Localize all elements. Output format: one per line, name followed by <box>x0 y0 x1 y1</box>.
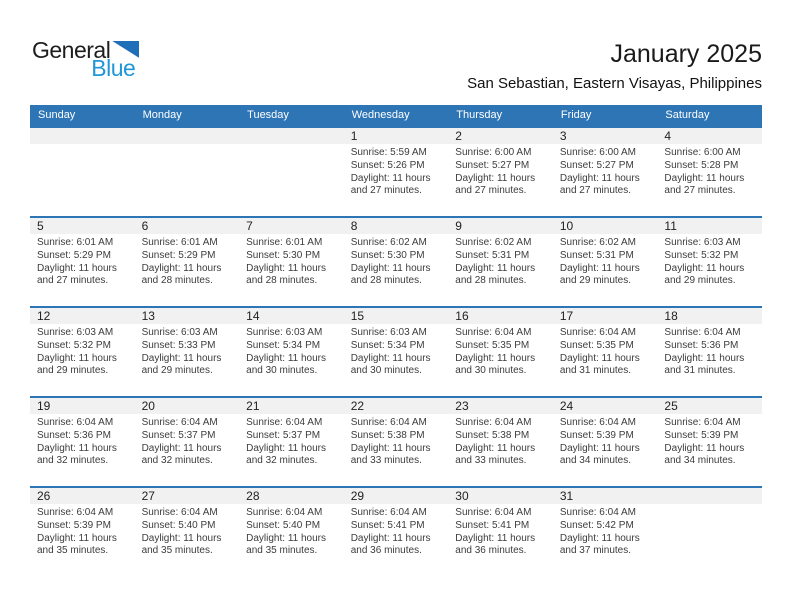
logo-text-blue: Blue <box>91 55 136 81</box>
sun-info-line: and 27 minutes. <box>350 185 422 197</box>
sun-info <box>135 144 240 147</box>
sun-info-line: Sunset: 5:36 PM <box>664 339 739 351</box>
sun-info-line: Sunset: 5:32 PM <box>664 249 739 261</box>
sun-info-line: and 35 minutes. <box>246 545 318 557</box>
sun-info-line: Daylight: 11 hours <box>559 262 640 274</box>
sun-info-line: Sunrise: 6:00 AM <box>455 147 532 158</box>
sun-info-line: Sunrise: 6:04 AM <box>37 417 114 428</box>
day-cell-14 <box>239 308 344 396</box>
sun-info-line: and 30 minutes. <box>246 365 318 377</box>
week-row <box>30 306 762 396</box>
day-number: 10 <box>553 218 658 234</box>
sun-info-line: Sunset: 5:41 PM <box>350 519 425 531</box>
day-cell-28 <box>239 488 344 576</box>
day-cell-6 <box>135 218 240 306</box>
day-number: 9 <box>448 218 553 234</box>
sun-info-line: and 29 minutes. <box>559 275 632 287</box>
sun-info-line: Daylight: 11 hours <box>664 172 745 184</box>
day-number: 13 <box>135 308 240 324</box>
sun-info <box>135 414 240 468</box>
sun-info-line: Sunrise: 6:04 AM <box>559 507 636 518</box>
sun-info <box>344 414 449 468</box>
sun-info-line: Sunrise: 6:04 AM <box>246 417 323 428</box>
sun-info <box>448 144 553 198</box>
sun-info-line: Sunset: 5:38 PM <box>455 429 530 441</box>
day-cell-11 <box>657 218 762 306</box>
calendar-weeks <box>30 126 762 576</box>
sun-info-line: Sunset: 5:41 PM <box>455 519 530 531</box>
sun-info-line: Sunrise: 6:03 AM <box>664 237 741 248</box>
sun-info-line: Daylight: 11 hours <box>350 532 431 544</box>
day-cell-9 <box>448 218 553 306</box>
sun-info-line: Sunrise: 6:03 AM <box>350 327 427 338</box>
sun-info-line: and 31 minutes. <box>664 365 736 377</box>
sun-info <box>553 414 658 468</box>
sun-info-line: Sunset: 5:28 PM <box>664 159 739 171</box>
sun-info-line: Daylight: 11 hours <box>37 532 117 544</box>
day-cell-12 <box>30 308 135 396</box>
sun-info-line: Sunrise: 6:04 AM <box>455 417 532 428</box>
sun-info-line: and 36 minutes. <box>455 545 527 557</box>
sun-info-line: and 28 minutes. <box>455 275 527 287</box>
sun-info-line: and 28 minutes. <box>246 275 318 287</box>
sun-info <box>135 504 240 558</box>
sun-info-line: Daylight: 11 hours <box>141 532 222 544</box>
sun-info-line: and 34 minutes. <box>664 455 736 467</box>
sun-info-line: Sunrise: 6:04 AM <box>246 507 323 518</box>
sun-info-line: Sunrise: 6:04 AM <box>141 507 218 518</box>
day-header-friday: Friday <box>560 109 592 121</box>
day-cell-19 <box>30 398 135 486</box>
sun-info-line: and 31 minutes. <box>559 365 632 377</box>
sun-info-line: and 35 minutes. <box>37 545 109 557</box>
sun-info-line: Daylight: 11 hours <box>559 442 640 454</box>
sun-info-line: Sunset: 5:31 PM <box>455 249 530 261</box>
sun-info <box>239 414 344 468</box>
sun-info-line: Sunset: 5:34 PM <box>350 339 425 351</box>
sun-info-line: Daylight: 11 hours <box>664 442 745 454</box>
sun-info-line: Daylight: 11 hours <box>455 352 536 364</box>
day-cell-empty <box>657 488 762 576</box>
day-header-thursday: Thursday <box>456 109 503 121</box>
sun-info-line: Daylight: 11 hours <box>455 172 536 184</box>
sun-info-line: Sunset: 5:40 PM <box>141 519 216 531</box>
sun-info-line: Sunset: 5:33 PM <box>141 339 216 351</box>
day-cell-13 <box>135 308 240 396</box>
sun-info-line: Sunset: 5:40 PM <box>246 519 321 531</box>
sun-info <box>30 144 135 147</box>
day-cell-empty <box>135 128 240 216</box>
page-subtitle: San Sebastian, Eastern Visayas, Philippines <box>467 75 762 92</box>
day-number: 11 <box>657 218 762 234</box>
day-number: 12 <box>30 308 135 324</box>
sun-info <box>239 504 344 558</box>
sun-info-line: and 33 minutes. <box>455 455 527 467</box>
sun-info-line: Sunrise: 6:00 AM <box>664 147 741 158</box>
day-number: 31 <box>553 488 658 504</box>
day-number <box>30 128 135 144</box>
sun-info-line: Sunrise: 5:59 AM <box>350 147 427 158</box>
sun-info <box>239 234 344 288</box>
sun-info-line: Sunset: 5:37 PM <box>141 429 216 441</box>
sun-info-line: Daylight: 11 hours <box>664 262 745 274</box>
sun-info-line: Sunset: 5:26 PM <box>350 159 425 171</box>
sun-info-line: Sunrise: 6:00 AM <box>559 147 636 158</box>
day-cell-25 <box>657 398 762 486</box>
sun-info-line: Sunset: 5:38 PM <box>350 429 425 441</box>
day-cell-10 <box>553 218 658 306</box>
sun-info-line: Sunset: 5:39 PM <box>664 429 739 441</box>
day-number: 22 <box>344 398 449 414</box>
sun-info <box>657 144 762 198</box>
sun-info-line: Daylight: 11 hours <box>141 442 222 454</box>
day-cell-16 <box>448 308 553 396</box>
day-cell-empty <box>239 128 344 216</box>
sun-info <box>448 414 553 468</box>
sun-info-line: Daylight: 11 hours <box>350 352 431 364</box>
day-number: 30 <box>448 488 553 504</box>
week-row <box>30 216 762 306</box>
sun-info-line: and 30 minutes. <box>350 365 422 377</box>
sun-info-line: and 27 minutes. <box>559 185 632 197</box>
sun-info <box>344 504 449 558</box>
sun-info-line: and 35 minutes. <box>141 545 213 557</box>
sun-info <box>239 324 344 378</box>
sun-info-line: Daylight: 11 hours <box>559 352 640 364</box>
sun-info <box>553 504 658 558</box>
sun-info-line: and 29 minutes. <box>664 275 736 287</box>
sun-info <box>657 324 762 378</box>
day-cell-17 <box>553 308 658 396</box>
day-cell-21 <box>239 398 344 486</box>
sun-info <box>448 324 553 378</box>
sun-info-line: Sunrise: 6:04 AM <box>664 327 741 338</box>
sun-info-line: Sunset: 5:34 PM <box>246 339 321 351</box>
sun-info-line: Sunset: 5:30 PM <box>350 249 425 261</box>
sun-info <box>657 234 762 288</box>
day-number: 29 <box>344 488 449 504</box>
sun-info-line: Sunset: 5:29 PM <box>37 249 111 261</box>
sun-info-line: Sunrise: 6:04 AM <box>559 327 636 338</box>
day-number <box>657 488 762 504</box>
sun-info <box>657 414 762 468</box>
sun-info-line: Sunrise: 6:04 AM <box>350 417 427 428</box>
day-cell-24 <box>553 398 658 486</box>
day-cell-20 <box>135 398 240 486</box>
sun-info-line: Sunrise: 6:04 AM <box>141 417 218 428</box>
day-header-tuesday: Tuesday <box>247 109 289 121</box>
day-number: 8 <box>344 218 449 234</box>
sun-info <box>30 324 135 378</box>
sun-info-line: Sunrise: 6:04 AM <box>664 417 741 428</box>
sun-info <box>553 234 658 288</box>
logo-text-general: General <box>32 37 111 63</box>
sun-info-line: and 29 minutes. <box>141 365 213 377</box>
day-number: 20 <box>135 398 240 414</box>
sun-info-line: Daylight: 11 hours <box>141 352 222 364</box>
day-number: 28 <box>239 488 344 504</box>
sun-info-line: Sunset: 5:37 PM <box>246 429 321 441</box>
day-cell-18 <box>657 308 762 396</box>
sun-info-line: Sunrise: 6:01 AM <box>246 237 323 248</box>
sun-info-line: and 32 minutes. <box>246 455 318 467</box>
sun-info-line: Sunrise: 6:04 AM <box>559 417 636 428</box>
sun-info <box>30 234 135 288</box>
day-number: 3 <box>553 128 658 144</box>
sun-info <box>239 144 344 147</box>
sun-info-line: Daylight: 11 hours <box>664 352 745 364</box>
sun-info-line: and 29 minutes. <box>37 365 109 377</box>
day-number: 17 <box>553 308 658 324</box>
calendar-table <box>30 105 762 576</box>
day-number: 1 <box>344 128 449 144</box>
day-number: 5 <box>30 218 135 234</box>
sun-info-line: Sunrise: 6:02 AM <box>455 237 532 248</box>
day-cell-2 <box>448 128 553 216</box>
sun-info-line: Sunrise: 6:04 AM <box>455 327 532 338</box>
sun-info-line: Sunset: 5:32 PM <box>37 339 111 351</box>
sun-info <box>344 234 449 288</box>
day-number: 24 <box>553 398 658 414</box>
sun-info-line: and 27 minutes. <box>37 275 109 287</box>
day-number: 26 <box>30 488 135 504</box>
sun-info <box>135 234 240 288</box>
sun-info <box>553 324 658 378</box>
sun-info-line: Daylight: 11 hours <box>37 262 117 274</box>
day-cell-15 <box>344 308 449 396</box>
sun-info-line: Sunrise: 6:01 AM <box>141 237 218 248</box>
sun-info-line: Sunset: 5:30 PM <box>246 249 321 261</box>
sun-info <box>30 414 135 468</box>
sun-info-line: Daylight: 11 hours <box>246 352 326 364</box>
week-row <box>30 486 762 576</box>
day-cell-30 <box>448 488 553 576</box>
sun-info-line: Sunrise: 6:03 AM <box>141 327 218 338</box>
sun-info-line: and 32 minutes. <box>37 455 109 467</box>
title-block <box>467 40 762 92</box>
day-number: 19 <box>30 398 135 414</box>
week-row <box>30 126 762 216</box>
sun-info-line: Sunset: 5:36 PM <box>37 429 111 441</box>
day-cell-22 <box>344 398 449 486</box>
day-cell-5 <box>30 218 135 306</box>
sun-info <box>135 324 240 378</box>
day-cell-1 <box>344 128 449 216</box>
sun-info <box>553 144 658 198</box>
sun-info-line: Sunset: 5:31 PM <box>559 249 634 261</box>
day-cell-23 <box>448 398 553 486</box>
day-cell-29 <box>344 488 449 576</box>
sun-info-line: Sunset: 5:39 PM <box>37 519 111 531</box>
sun-info-line: Sunset: 5:35 PM <box>455 339 530 351</box>
sun-info-line: and 37 minutes. <box>559 545 632 557</box>
sun-info-line: Sunset: 5:29 PM <box>141 249 216 261</box>
sun-info-line: Sunrise: 6:01 AM <box>37 237 114 248</box>
day-number: 18 <box>657 308 762 324</box>
sun-info <box>657 504 762 507</box>
day-number <box>135 128 240 144</box>
sun-info-line: and 33 minutes. <box>350 455 422 467</box>
day-number: 27 <box>135 488 240 504</box>
sun-info-line: Daylight: 11 hours <box>246 442 326 454</box>
sun-info <box>448 504 553 558</box>
day-header-saturday: Saturday <box>665 109 710 121</box>
sun-info-line: Sunset: 5:27 PM <box>559 159 634 171</box>
sun-info-line: Sunrise: 6:02 AM <box>559 237 636 248</box>
sun-info <box>344 144 449 198</box>
sun-info-line: Sunrise: 6:04 AM <box>37 507 114 518</box>
sun-info-line: Daylight: 11 hours <box>559 172 640 184</box>
day-number: 16 <box>448 308 553 324</box>
day-cell-4 <box>657 128 762 216</box>
sun-info-line: and 27 minutes. <box>664 185 736 197</box>
sun-info-line: Sunrise: 6:04 AM <box>455 507 532 518</box>
day-number: 15 <box>344 308 449 324</box>
day-number: 25 <box>657 398 762 414</box>
day-cell-8 <box>344 218 449 306</box>
sun-info-line: Sunset: 5:27 PM <box>455 159 530 171</box>
day-cell-26 <box>30 488 135 576</box>
sun-info <box>344 324 449 378</box>
sun-info-line: Sunset: 5:35 PM <box>559 339 634 351</box>
sun-info-line: Daylight: 11 hours <box>37 352 117 364</box>
day-header-sunday: Sunday <box>38 109 76 121</box>
sun-info-line: Daylight: 11 hours <box>455 532 536 544</box>
day-header-monday: Monday <box>142 109 182 121</box>
day-number: 6 <box>135 218 240 234</box>
general-blue-logo <box>32 37 139 81</box>
week-row <box>30 396 762 486</box>
sun-info-line: and 30 minutes. <box>455 365 527 377</box>
sun-info-line: Daylight: 11 hours <box>350 262 431 274</box>
day-number: 21 <box>239 398 344 414</box>
day-number: 2 <box>448 128 553 144</box>
day-number: 7 <box>239 218 344 234</box>
sun-info-line: and 34 minutes. <box>559 455 632 467</box>
page-title: January 2025 <box>610 40 762 68</box>
day-cell-3 <box>553 128 658 216</box>
sun-info-line: and 32 minutes. <box>141 455 213 467</box>
sun-info-line: Sunrise: 6:03 AM <box>37 327 114 338</box>
sun-info <box>448 234 553 288</box>
sun-info-line: Daylight: 11 hours <box>246 262 326 274</box>
sun-info <box>30 504 135 558</box>
calendar-header-row <box>30 105 762 126</box>
sun-info-line: Sunrise: 6:04 AM <box>350 507 427 518</box>
sun-info-line: and 36 minutes. <box>350 545 422 557</box>
sun-info-line: and 28 minutes. <box>350 275 422 287</box>
sun-info-line: Sunrise: 6:02 AM <box>350 237 427 248</box>
day-header-wednesday: Wednesday <box>351 109 410 121</box>
day-cell-7 <box>239 218 344 306</box>
day-cell-27 <box>135 488 240 576</box>
sun-info-line: Daylight: 11 hours <box>455 442 536 454</box>
sun-info-line: and 27 minutes. <box>455 185 527 197</box>
sun-info-line: Daylight: 11 hours <box>37 442 117 454</box>
sun-info-line: Sunset: 5:39 PM <box>559 429 634 441</box>
day-cell-empty <box>30 128 135 216</box>
sun-info-line: Daylight: 11 hours <box>455 262 536 274</box>
day-number: 23 <box>448 398 553 414</box>
sun-info-line: Sunset: 5:42 PM <box>559 519 634 531</box>
day-number <box>239 128 344 144</box>
sun-info-line: Daylight: 11 hours <box>350 172 431 184</box>
sun-info-line: Daylight: 11 hours <box>141 262 222 274</box>
day-number: 4 <box>657 128 762 144</box>
sun-info-line: Sunrise: 6:03 AM <box>246 327 323 338</box>
sun-info-line: Daylight: 11 hours <box>350 442 431 454</box>
sun-info-line: and 28 minutes. <box>141 275 213 287</box>
sun-info-line: Daylight: 11 hours <box>246 532 326 544</box>
sun-info-line: Daylight: 11 hours <box>559 532 640 544</box>
day-cell-31 <box>553 488 658 576</box>
day-number: 14 <box>239 308 344 324</box>
